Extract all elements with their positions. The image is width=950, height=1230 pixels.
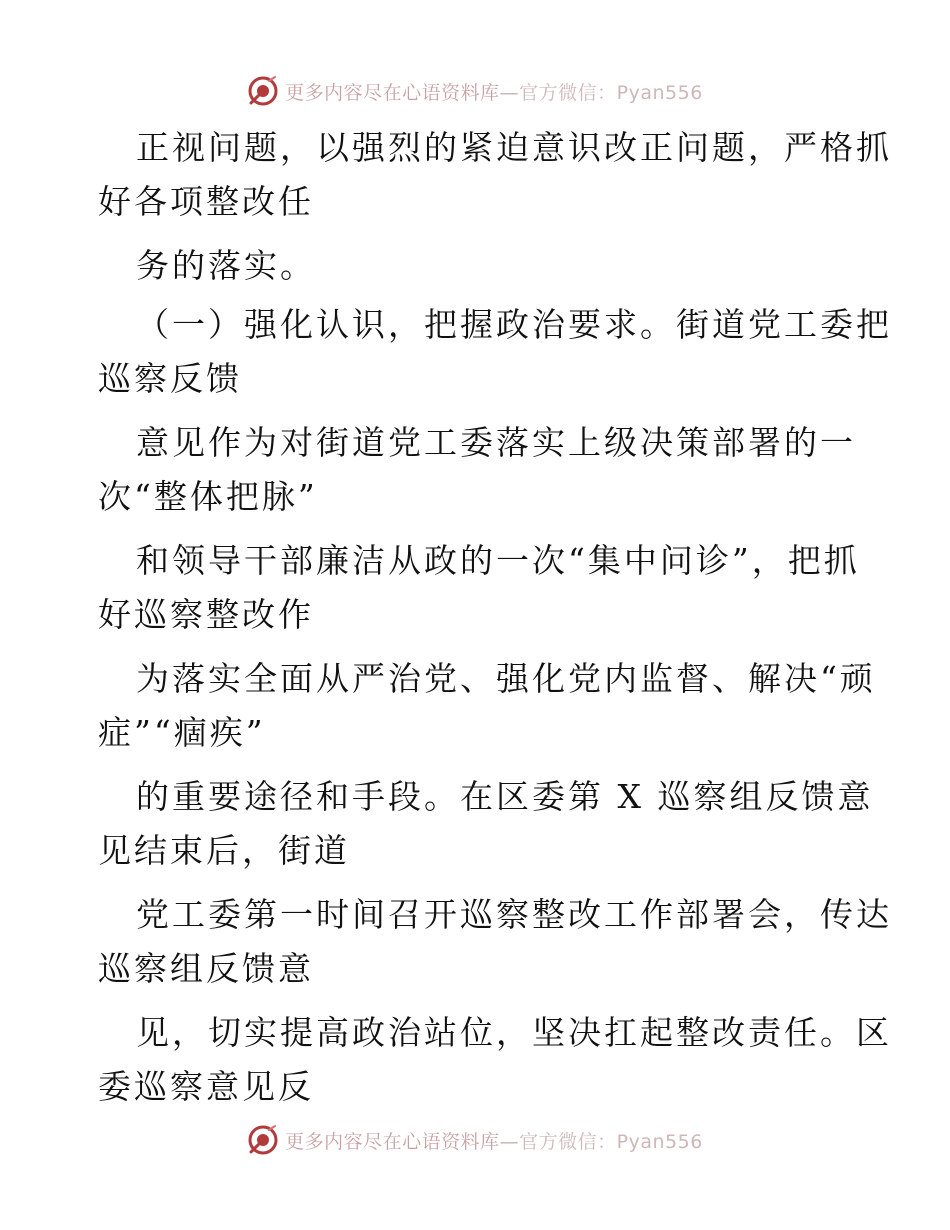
text-line: （一）强化认识，把握政治要求。街道党工委把 (136, 305, 892, 344)
text-line: 次“整体把脉” (98, 477, 318, 516)
text-line: 务的落实。 (136, 246, 316, 285)
logo-icon (247, 75, 279, 107)
text-line: 见结束后，街道 (98, 831, 350, 870)
text-line: 为落实全面从严治党、强化党内监督、解决“顽 (136, 659, 876, 698)
text-line: 好各项整改任 (98, 182, 314, 221)
text-line: 巡察组反馈意 (98, 949, 314, 988)
text-line: 正视问题，以强烈的紧迫意识改正问题，严格抓 (136, 128, 892, 167)
text-line: 见，切实提高政治站位，坚决扛起整改责任。区 (136, 1013, 892, 1052)
text-line: 巡察反馈 (98, 359, 242, 398)
text-line: 的重要途径和手段。在区委第 X 巡察组反馈意 (136, 777, 874, 816)
text-line: 症”“痼疾” (98, 713, 266, 752)
text-line: 好巡察整改作 (98, 595, 314, 634)
text-line: 意见作为对街道党工委落实上级决策部署的一 (136, 423, 856, 462)
text-line: 党工委第一时间召开巡察整改工作部署会，传达 (136, 895, 892, 934)
watermark-text: 更多内容尽在心语资料库—官方微信：Pyan556 (285, 81, 703, 104)
watermark-text: 更多内容尽在心语资料库—官方微信：Pyan556 (285, 1130, 703, 1153)
footer-watermark (0, 1120, 950, 1160)
text-line: 委巡察意见反 (98, 1067, 314, 1106)
logo-icon (247, 1124, 279, 1156)
header-watermark (0, 71, 950, 111)
text-line: 和领导干部廉洁从政的一次“集中问诊”，把抓 (136, 541, 860, 580)
